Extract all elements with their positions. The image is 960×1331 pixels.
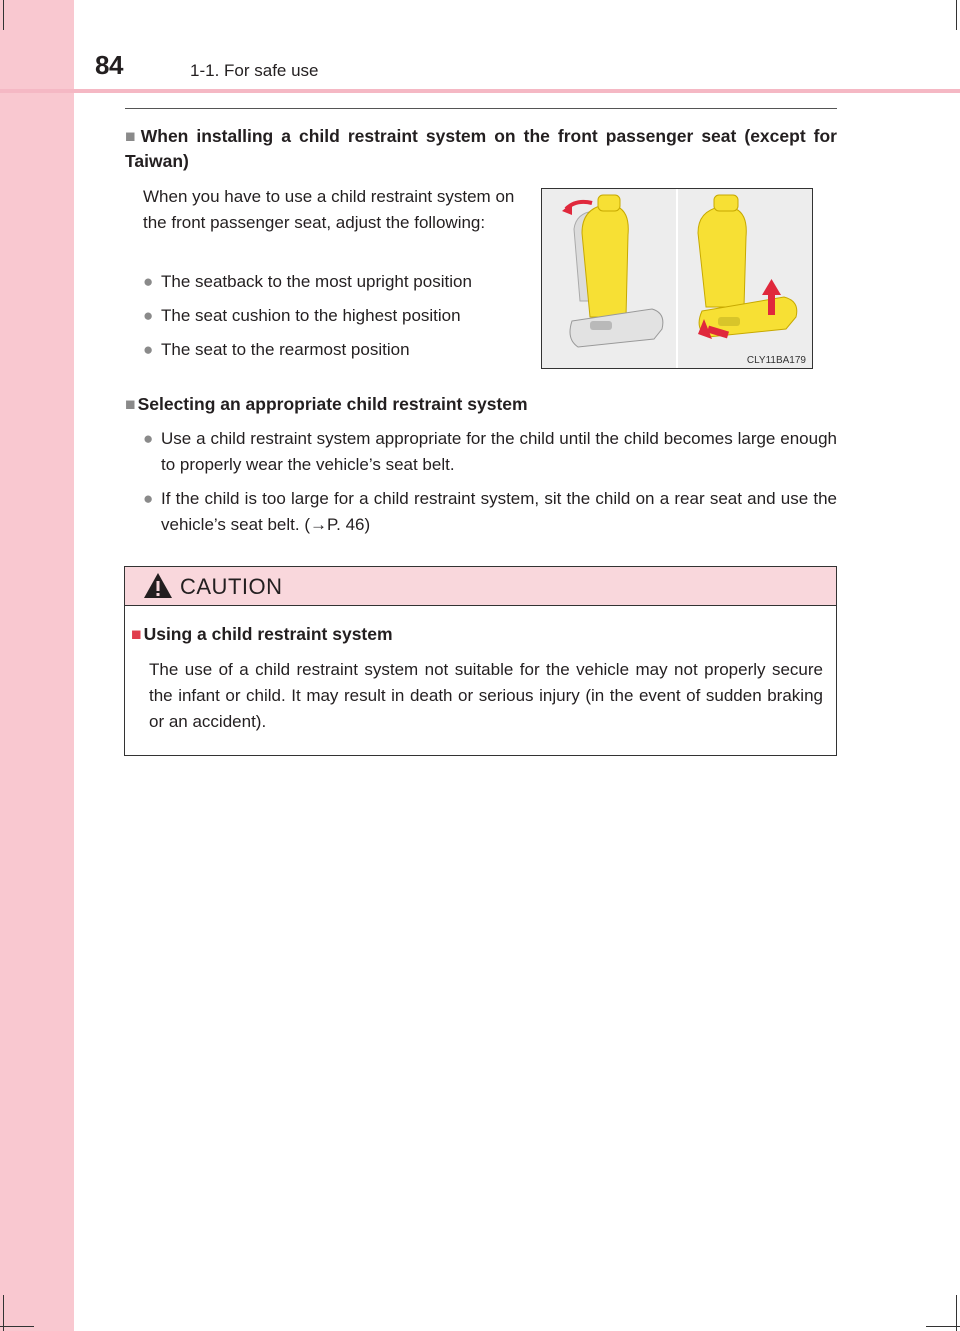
list-item (143, 426, 837, 478)
headrest-raised (714, 195, 738, 211)
square-icon: ■ (131, 624, 142, 644)
square-icon: ■ (125, 394, 136, 414)
crop-mark (3, 0, 4, 30)
heading-text: Selecting an appropriate child restraint system (137, 394, 528, 414)
seatback-raised (698, 207, 746, 307)
side-band (0, 0, 74, 1331)
seat-drawing (542, 189, 812, 368)
heading-text: When installing a child restraint system on the front passenger seat (except for Taiwan) (125, 126, 837, 171)
figure-code: CLY11BA179 (746, 355, 806, 366)
section-title: 1-1. For safe use (190, 61, 319, 80)
divider (125, 108, 837, 109)
crop-mark (956, 0, 957, 30)
bullet-icon: ● (143, 429, 154, 448)
bullet-icon: ● (143, 306, 154, 325)
caution-box (124, 566, 837, 756)
crop-mark (0, 1326, 34, 1327)
header-rule (0, 89, 960, 93)
warning-icon (143, 572, 173, 599)
list-item-text: The seat cushion to the highest position (161, 306, 461, 325)
section-heading (125, 124, 837, 174)
list-item-text: If the child is too large for a child restraint system, sit the child on a rear seat and use the vehicle’s seat belt. (→P. 46) (161, 489, 837, 534)
seat-switch (590, 321, 612, 330)
bullet-icon: ● (143, 272, 154, 291)
section-heading (125, 392, 837, 417)
caution-title: CAUTION (180, 574, 283, 599)
caution-subheading-text: Using a child restraint system (143, 624, 393, 644)
page-number: 84 (95, 50, 123, 80)
seatback (582, 205, 628, 317)
list-item (143, 337, 541, 363)
list-item (143, 269, 541, 295)
list-item (143, 303, 541, 329)
list-item-text: The seatback to the most upright position (161, 272, 472, 291)
paragraph: When you have to use a child restraint system on the front passenger seat, adjust the following: (143, 187, 515, 232)
bullet-icon: ● (143, 489, 154, 508)
bullet-icon: ● (143, 340, 154, 359)
height-arrow (768, 293, 775, 315)
square-icon: ■ (125, 126, 139, 146)
seat-illustration (541, 188, 813, 369)
caution-text: The use of a child restraint system not suitable for the vehicle may not properly secure the infant or child. It may result in death or serious injury (in the event of sudden braking or an accident). (149, 660, 823, 731)
list-item-text: Use a child restraint system appropriate for the child until the child becomes large enough to properly wear the vehicle’s seat belt. (161, 429, 837, 474)
caution-subheading (131, 624, 393, 645)
list-item (143, 486, 837, 538)
caution-header (125, 567, 836, 606)
crop-mark (926, 1326, 960, 1327)
seat-switch (718, 317, 740, 326)
headrest (598, 195, 620, 211)
list-item-text: The seat to the rearmost position (161, 340, 410, 359)
